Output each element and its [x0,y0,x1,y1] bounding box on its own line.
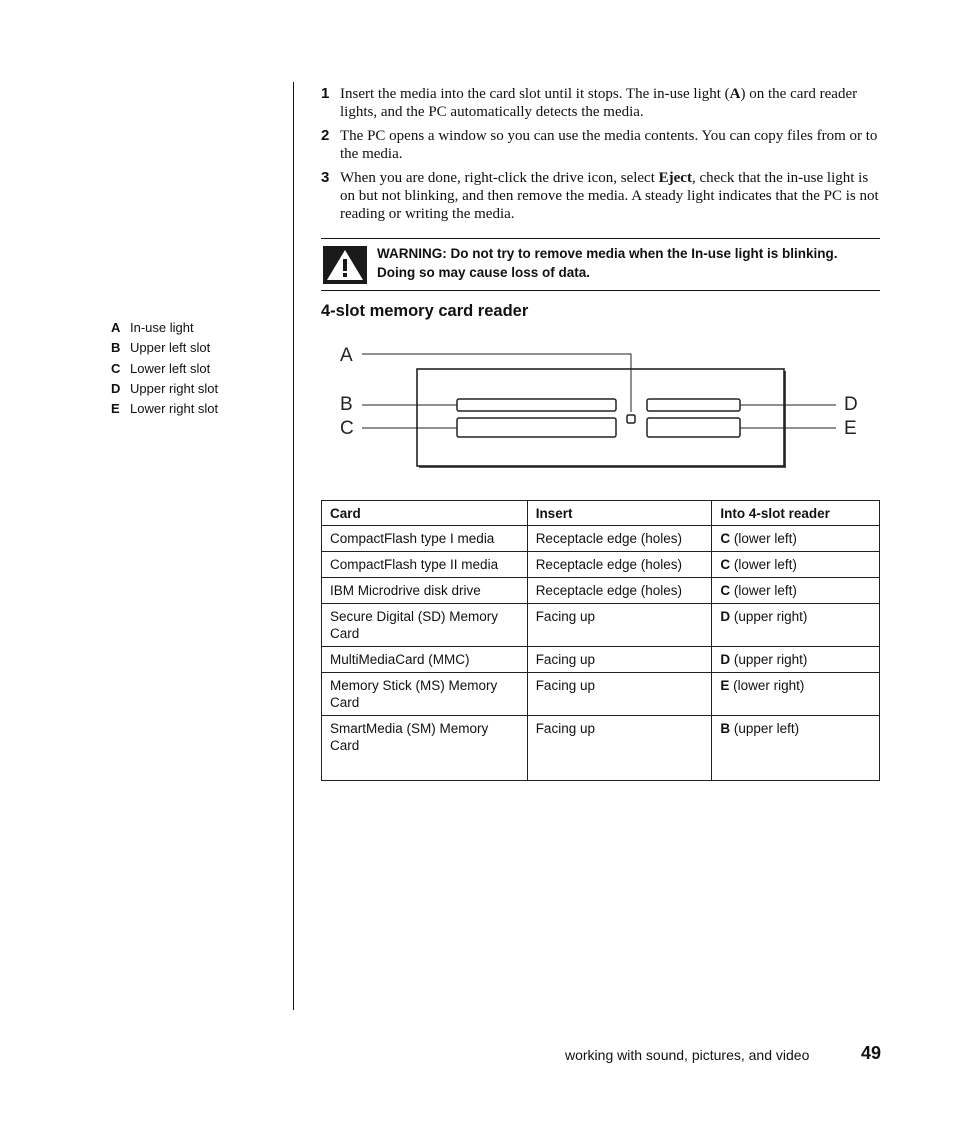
table-row [322,578,880,604]
legend-letter: C [111,360,121,376]
slot-cell [712,716,880,781]
slot-position: (lower right) [729,678,805,693]
legend-text: In-use light [130,320,194,335]
slot-position: (lower left) [730,583,797,598]
card-cell: Memory Stick (MS) Memory Card [322,673,528,716]
column-header: Insert [527,501,712,526]
insert-cell: Facing up [527,647,712,673]
table-row [322,526,880,552]
legend-letter: D [111,380,121,396]
step-number: 3 [321,169,330,186]
step-2 [321,127,881,163]
legend-text: Lower right slot [130,401,219,417]
step-number: 1 [321,85,330,102]
slot-cell [712,552,880,578]
table-row [322,604,880,647]
insert-cell: Receptacle edge (holes) [527,526,712,552]
legend-letter: A [111,320,121,335]
legend-text: Upper left slot [130,340,211,356]
slot-letter: D [720,609,731,624]
card-cell: CompactFlash type II media [322,552,528,578]
step-text: Insert the media into the card slot until it stops. The in-use light ( [340,86,730,102]
slot-letter: E [720,678,730,693]
label-d: D [844,394,858,415]
slot-cell [712,647,880,673]
slot-c [457,418,616,437]
label-c: C [340,418,354,439]
warning-triangle-icon [323,246,367,284]
slot-letter: C [720,531,731,546]
step-emphasis: Eject [658,170,692,186]
slot-cell [712,604,880,647]
insert-cell: Facing up [527,673,712,716]
legend-text: Upper right slot [130,380,219,396]
slot-letter: C [720,583,731,598]
column-header: Card [322,501,528,526]
legend-item [111,379,286,399]
card-insertion-table [321,500,880,781]
legend-text: Lower left slot [130,360,211,376]
instruction-steps [321,85,881,229]
slot-letter: C [720,557,731,572]
insert-cell: Facing up [527,604,712,647]
legend-letter: B [111,340,121,356]
legend-item [111,399,286,419]
step-3 [321,169,881,223]
insert-cell: Receptacle edge (holes) [527,552,712,578]
label-e: E [844,418,857,439]
table-row [322,673,880,716]
insert-cell: Facing up [527,716,712,781]
label-a: A [340,345,353,366]
warning-text: WARNING: Do not try to remove media when the In-use light is blinking. Doing so may cause loss of data. [377,246,838,280]
chapter-title: working with sound, pictures, and video [565,1047,810,1063]
page-number: 49 [860,1043,881,1063]
table-row [322,716,880,781]
slot-e [647,418,740,437]
section-heading: 4-slot memory card reader [321,302,529,320]
card-cell: Secure Digital (SD) Memory Card [322,604,528,647]
legend-item [111,359,286,379]
table-row [322,647,880,673]
legend-item [111,318,286,338]
insert-cell: Receptacle edge (holes) [527,578,712,604]
card-reader-drawing [330,340,870,480]
slot-position: (upper left) [730,721,800,736]
table-header-row [322,501,880,526]
card-cell: IBM Microdrive disk drive [322,578,528,604]
slot-cell [712,526,880,552]
step-text: The PC opens a window so you can use the media contents. You can copy files from or to the media. [340,128,878,162]
legend-item [111,338,286,358]
slot-position: (upper right) [730,652,808,667]
slot-position: (lower left) [730,531,797,546]
step-emphasis: A [729,86,741,102]
step-text: When you are done, right-click the drive icon, select [340,170,659,186]
slot-b [457,399,616,411]
diagram-legend [111,318,286,419]
step-text-cont: ) on the card reader lights, and the PC automatically detects the media. [340,86,858,120]
column-header: Into 4-slot reader [712,501,880,526]
legend-letter: E [111,401,120,417]
slot-cell [712,578,880,604]
card-cell: SmartMedia (SM) Memory Card [322,716,528,781]
in-use-light [627,415,635,423]
card-cell: MultiMediaCard (MMC) [322,647,528,673]
slot-d [647,399,740,411]
slot-cell [712,673,880,716]
label-b: B [340,394,353,415]
table-row [322,552,880,578]
step-number: 2 [321,127,330,144]
step-1 [321,85,881,121]
slot-position: (upper right) [730,609,808,624]
card-reader-diagram [330,340,870,480]
slot-letter: D [720,652,731,667]
slot-letter: B [720,721,731,736]
margin-rule [293,82,294,1010]
step-text-cont: , check that the in-use light is on but not blinking, and then remove the media. A steady light indicates that the PC is not reading or writing the media. [340,170,879,222]
warning-box [321,238,880,291]
slot-position: (lower left) [730,557,797,572]
card-cell: CompactFlash type I media [322,526,528,552]
